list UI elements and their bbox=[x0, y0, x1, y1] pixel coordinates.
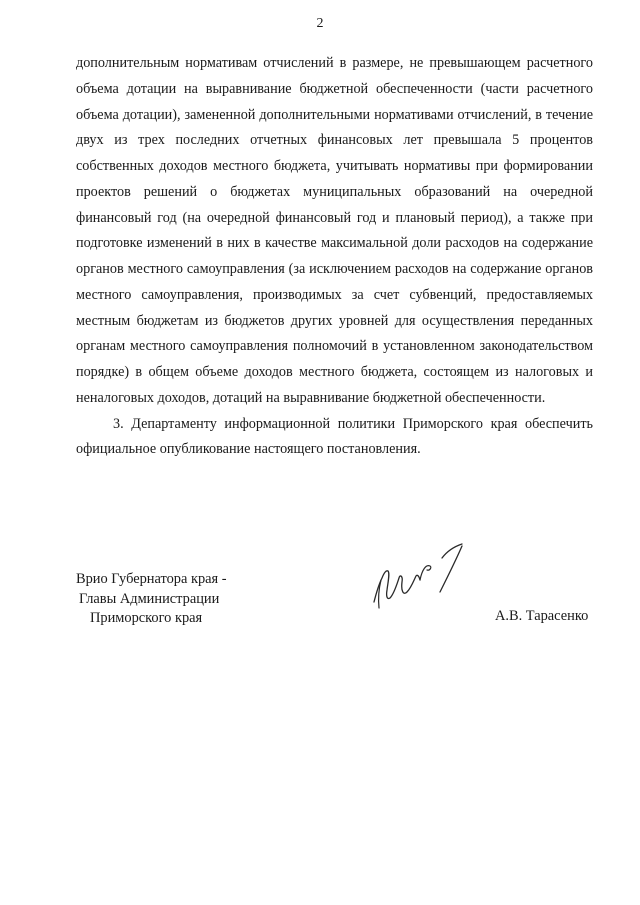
signatory-position bbox=[76, 570, 227, 629]
position-line: Приморского края bbox=[90, 610, 203, 626]
position-line: Врио Губернатора края - bbox=[76, 571, 227, 587]
position-line: Главы Администрации bbox=[79, 590, 220, 607]
paragraph-item-3: 3. Департаменту информационной политики Приморского края обеспечить официальное опубликование настоящего постановления. bbox=[76, 415, 593, 458]
page-number: 2 bbox=[316, 16, 324, 31]
signatory-name: А.В. Тарасенко bbox=[495, 608, 589, 624]
document-body bbox=[76, 51, 593, 463]
handwritten-signature bbox=[370, 540, 470, 620]
paragraph-continuation: дополнительным нормативам отчислений в размере, не превышающем расчетного объема дотации на выравнивание бюджетной обеспеченности (части расчетного объема дотации), замененной дополнительными нормативами отчислений, в течение двух из трех последних отчетных финансовых лет превышала 5 процентов собственных доходов местного бюджета, учитывать нормативы при формировании проектов решений о бюджетах муниципальных образований на очередной финансовый год (на очередной финансовый год и плановый период), а также при подготовке изменений в них в качестве максимальной доли расходов на содержание органов местного самоуправления (за исключением расходов на содержание органов местного самоуправления, производимых за счет субвенций, предоставляемых местным бюджетам из бюджетов других уровней для осуществления переданных органам местного самоуправления полномочий в установленном законодательством порядке) в общем объеме доходов местного бюджета, состоящем из налоговых и неналоговых доходов, дотаций на выравнивание бюджетной обеспеченности. bbox=[76, 55, 593, 406]
